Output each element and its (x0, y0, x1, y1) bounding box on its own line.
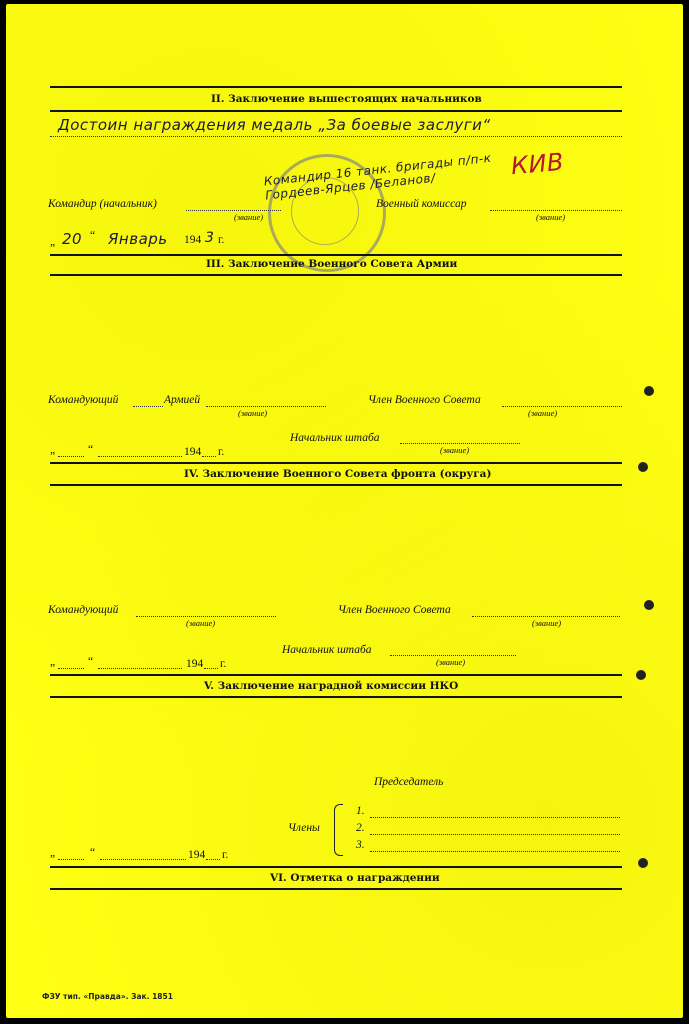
section-2-heading: II. Заключение вышестоящих начальников (211, 93, 482, 105)
commander-label: Командующий (48, 394, 119, 406)
dotted-line (390, 655, 516, 656)
dotted-line (133, 406, 163, 407)
army-label: Армией (164, 394, 201, 406)
dotted-line (206, 406, 326, 407)
dotted-line (58, 859, 84, 860)
award-form-page: II. Заключение вышестоящих начальников Достоин награждения медаль „За боевые заслуги“ Командир 16 танк. бригады п/п-к Гордеев-Ярцев /Беланов/ КИВ Командир (начальник) (звание) Военный комиссар (звание) „ 20 “ Январь 194 3 г. III. Заключение Военного Совета Армии Командующий Армией (звание) Член Военного Совета (звание) Начальник штаба (звание) „ “ 194 г. IV. Заключение Военного Совета фронта (округа) Командующий (звание) Член Военного Совета (звание) Начальник штаба (звание) „ “ 194 г. V. Заключение наградной комиссии НКО Председатель Члены 1. 2. 3. „ “ 194 г. VI. Отметка о награждении ФЗУ тип. «Правда». Зак. 1851 (6, 4, 683, 1018)
section-3-heading: III. Заключение Военного Совета Армии (206, 258, 458, 270)
date-year: 194 (186, 658, 204, 670)
member-label: Член Военного Совета (338, 604, 451, 616)
handwritten-conclusion: Достоин награждения медаль „За боевые заслуги“ (58, 116, 491, 134)
dotted-line (204, 668, 218, 669)
section-rule (50, 484, 622, 486)
dotted-line (100, 859, 186, 860)
dotted-line (472, 616, 620, 617)
member-2: 2. (356, 822, 365, 834)
date-suffix: г. (218, 234, 225, 246)
commissar-line (490, 210, 622, 211)
date-day: 20 (62, 230, 83, 248)
rank-label: (звание) (238, 408, 268, 418)
dotted-line (50, 136, 622, 137)
commander-line (186, 210, 281, 211)
dotted-line (58, 668, 84, 669)
date-suffix: г. (222, 849, 229, 861)
chief-rank-label: (звание) (436, 657, 466, 667)
rank-label: (звание) (186, 618, 216, 628)
chief-of-staff-label: Начальник штаба (290, 432, 380, 444)
members-label: Члены (288, 822, 320, 834)
dotted-line (370, 851, 620, 852)
dotted-line (136, 616, 276, 617)
section-rule (50, 696, 622, 698)
date-year: 194 (184, 446, 202, 458)
section-rule (50, 866, 622, 868)
section-6-heading: VI. Отметка о награждении (270, 872, 440, 884)
dotted-line (98, 456, 182, 457)
dotted-line (206, 859, 220, 860)
commander-label: Командующий (48, 604, 119, 616)
chief-of-staff-label: Начальник штаба (282, 644, 372, 656)
member-label: Член Военного Совета (368, 394, 481, 406)
dotted-line (58, 456, 84, 457)
date-suffix: г. (218, 446, 225, 458)
section-4-heading: IV. Заключение Военного Совета фронта (округа) (184, 468, 492, 480)
printer-footer: ФЗУ тип. «Правда». Зак. 1851 (42, 992, 173, 1001)
date-year: 194 (188, 849, 206, 861)
member-rank-label: (звание) (532, 618, 562, 628)
section-5-heading: V. Заключение наградной комиссии НКО (204, 680, 459, 692)
commander-label: Командир (начальник) (48, 198, 157, 210)
punch-hole (644, 386, 654, 396)
handwritten-signature-block: Командир 16 танк. бригады п/п-к Гордеев-Ярцев /Беланов/ (263, 150, 493, 203)
section-rule (50, 888, 622, 890)
section-rule (50, 254, 622, 256)
dotted-line (370, 817, 620, 818)
member-3: 3. (356, 839, 365, 851)
date-year-handwritten: 3 (205, 230, 215, 246)
chairman-label: Председатель (374, 776, 444, 788)
dotted-line (98, 668, 182, 669)
date-suffix: г. (220, 658, 227, 670)
members-brace (334, 804, 343, 856)
section-rule (50, 110, 622, 112)
chief-rank-label: (звание) (440, 445, 470, 455)
section-rule (50, 674, 622, 676)
commander-rank-label: (звание) (234, 212, 264, 222)
date-month: Январь (108, 230, 168, 248)
dotted-line (370, 834, 620, 835)
date-quote-close: “ (90, 230, 96, 242)
date-year-prefix: 194 (184, 234, 202, 246)
punch-hole (636, 670, 646, 680)
commissar-label: Военный комиссар (376, 198, 467, 210)
red-signature: КИВ (509, 147, 566, 181)
member-rank-label: (звание) (528, 408, 558, 418)
punch-hole (638, 858, 648, 868)
commissar-rank-label: (звание) (536, 212, 566, 222)
dotted-line (202, 456, 216, 457)
date-quote-open: „ (50, 236, 56, 248)
punch-hole (644, 600, 654, 610)
member-1: 1. (356, 805, 365, 817)
dotted-line (502, 406, 622, 407)
section-rule (50, 274, 622, 276)
section-rule (50, 86, 622, 88)
dotted-line (400, 443, 520, 444)
section-rule (50, 462, 622, 464)
punch-hole (638, 462, 648, 472)
